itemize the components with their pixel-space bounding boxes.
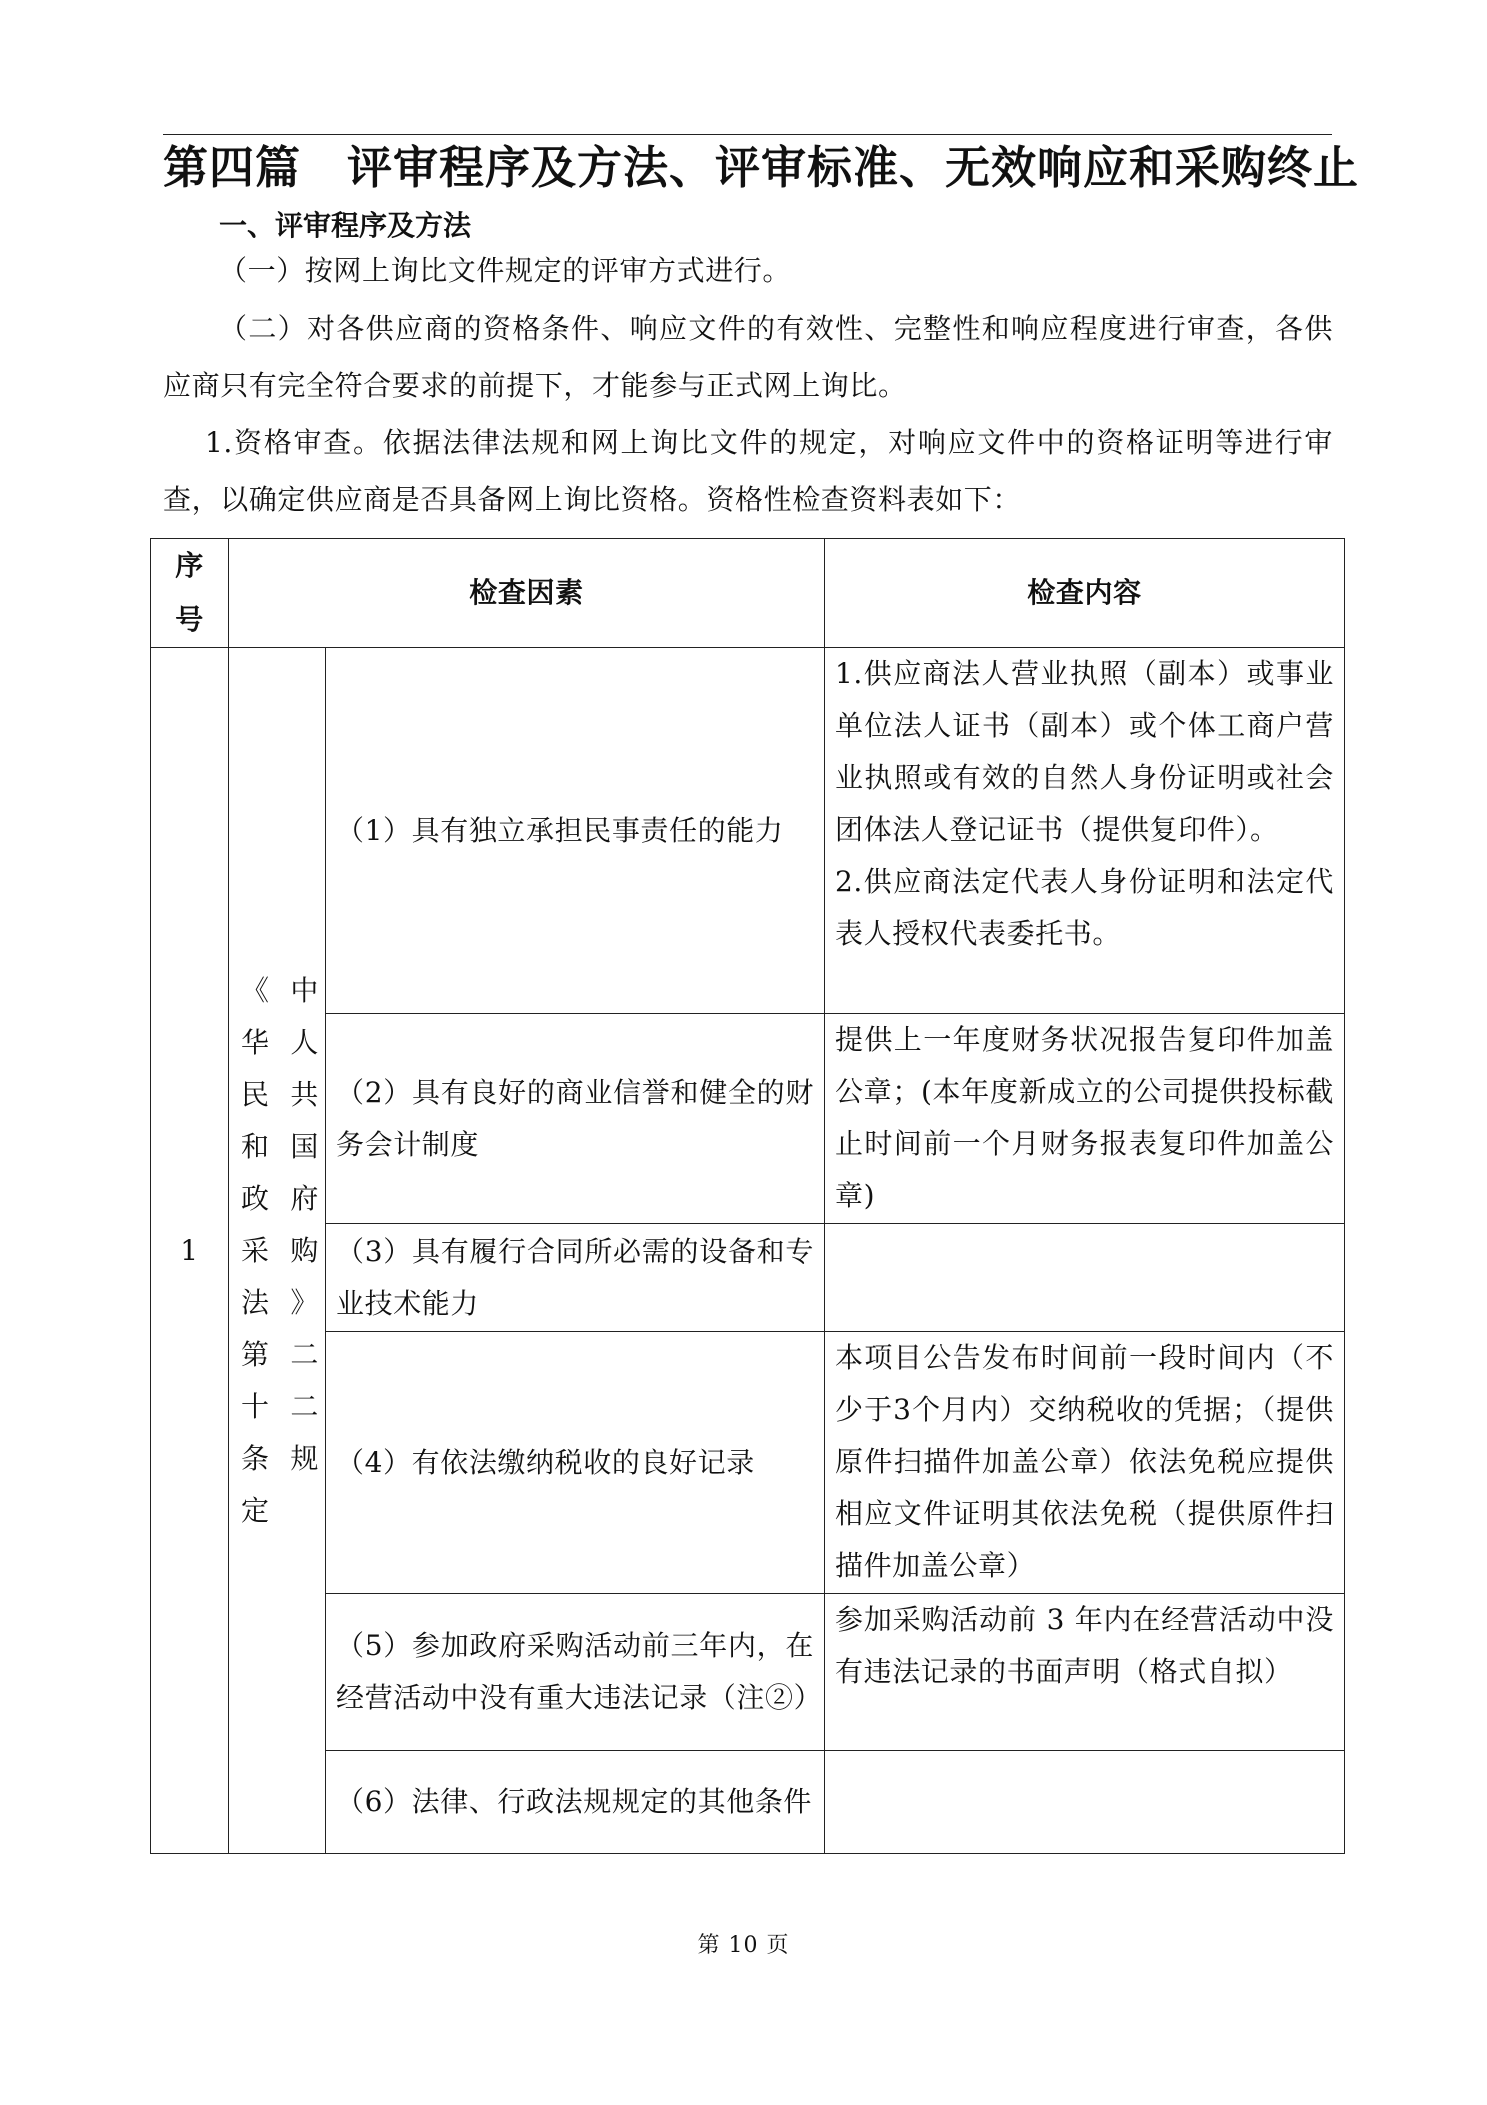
content-cell	[825, 1594, 1345, 1751]
content-cell	[825, 648, 1345, 1014]
content-line: 本项目公告发布时间前一段时间内（不少于3个月内）交纳税收的凭据；（提供原件扫描件加盖公章）依法免税应提供相应文件证明其依法免税（提供原件扫描件加盖公章）	[835, 1341, 1334, 1582]
factor-cell: （5）参加政府采购活动前三年内，在经营活动中没有重大违法记录（注②）	[326, 1594, 825, 1751]
content-cell	[825, 1332, 1345, 1594]
content-line: 参加采购活动前 3 年内在经营活动中没有违法记录的书面声明（格式自拟）	[835, 1603, 1334, 1688]
qualification-table	[150, 538, 1345, 1854]
paragraph-evaluation-method: （一）按网上询比文件规定的评审方式进行。	[219, 254, 792, 287]
table-row	[151, 1751, 1345, 1854]
section-heading: 一、评审程序及方法	[219, 209, 472, 242]
content-cell-empty	[825, 1224, 1345, 1332]
header-rule	[163, 134, 1332, 135]
paragraph-review-requirements: （二）对各供应商的资格条件、响应文件的有效性、完整性和响应程度进行审查，各供应商只有完全符合要求的前提下，才能参与正式网上询比。	[163, 312, 1333, 402]
factor-cell: （1）具有独立承担民事责任的能力	[326, 648, 825, 1014]
factor-cell: （3）具有履行合同所必需的设备和专业技术能力	[326, 1224, 825, 1332]
content-cell	[825, 1014, 1345, 1224]
header-seq: 序号	[151, 539, 229, 648]
factor-cell: （2）具有良好的商业信誉和健全的财务会计制度	[326, 1014, 825, 1224]
factor-cell: （4）有依法缴纳税收的良好记录	[326, 1332, 825, 1594]
content-cell-empty	[825, 1751, 1345, 1854]
header-factor: 检查因素	[229, 539, 825, 648]
chapter-title: 第四篇 评审程序及方法、评审标准、无效响应和采购终止	[163, 141, 1360, 194]
header-content: 检查内容	[825, 539, 1345, 648]
law-basis-cell: 《中华人民共和国政府采购法》第二十二条规定	[229, 648, 326, 1854]
factor-cell: （6）法律、行政法规规定的其他条件	[326, 1751, 825, 1854]
table-row	[151, 1594, 1345, 1751]
table-row	[151, 648, 1345, 1014]
paragraph-qualification-review: 1.资格审查。依据法律法规和网上询比文件的规定，对响应文件中的资格证明等进行审查，以确定供应商是否具备网上询比资格。资格性检查资料表如下：	[163, 426, 1333, 516]
table-row	[151, 1014, 1345, 1224]
content-line: 2.供应商法定代表人身份证明和法定代表人授权代表委托书。	[835, 865, 1334, 950]
content-line: 1.供应商法人营业执照（副本）或事业单位法人证书（副本）或个体工商户营业执照或有效的自然人身份证明或社会团体法人登记证书（提供复印件）。	[835, 657, 1334, 846]
content-line: 提供上一年度财务状况报告复印件加盖公章；(本年度新成立的公司提供投标截止时间前一个月财务报表复印件加盖公章)	[835, 1023, 1334, 1212]
row-seq-number: 1	[151, 648, 229, 1854]
table-header-row	[151, 539, 1345, 648]
table-row	[151, 1224, 1345, 1332]
page-number: 第 10 页	[697, 1933, 790, 1958]
table-row	[151, 1332, 1345, 1594]
